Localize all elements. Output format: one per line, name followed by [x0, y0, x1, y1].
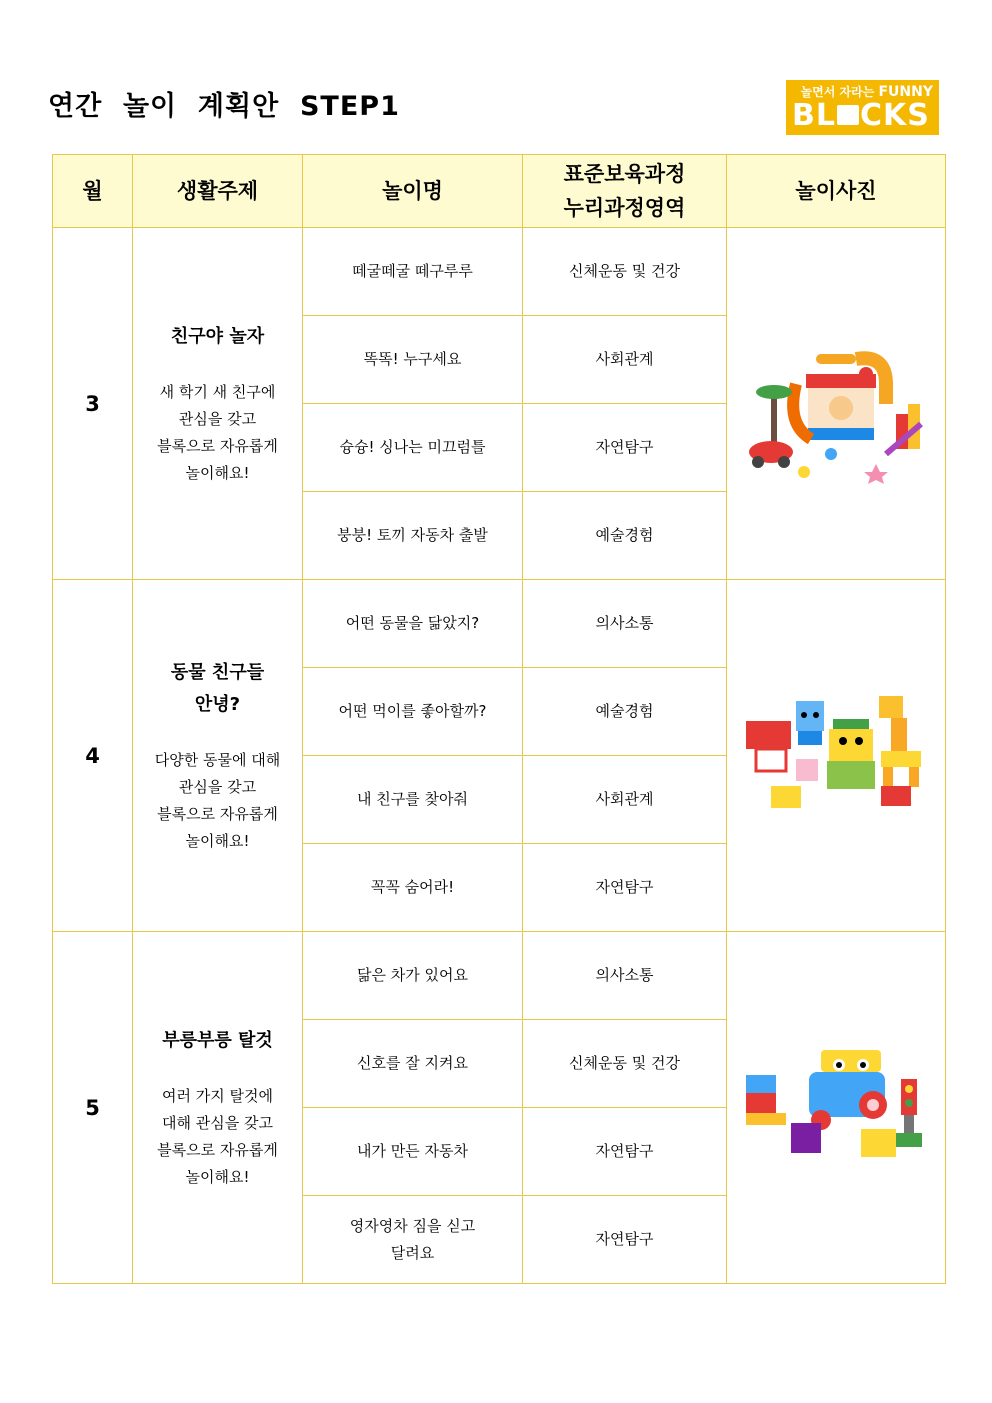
- header-photo: 놀이사진: [727, 155, 946, 228]
- vehicle-blocks-icon: [741, 1045, 931, 1170]
- header-theme: 생활주제: [133, 155, 303, 228]
- play-name: 어떤 먹이를 좋아할까?: [303, 668, 523, 756]
- table-row: [53, 580, 946, 668]
- table-header-row: [53, 155, 946, 228]
- curriculum-area: 신체운동 및 건강: [523, 228, 727, 316]
- header-curriculum-line2: 누리과정영역: [563, 196, 686, 220]
- header-curriculum-line1: 표준보육과정: [563, 162, 686, 186]
- month-cell: 5: [53, 932, 133, 1284]
- play-name: 내가 만든 자동차: [303, 1108, 523, 1196]
- theme-cell: [133, 932, 303, 1284]
- play-name: 신호를 잘 지켜요: [303, 1020, 523, 1108]
- theme-description: 새 학기 새 친구에 관심을 갖고 블록으로 자유롭게 놀이해요!: [157, 382, 278, 482]
- theme-title-line2: 안녕?: [194, 693, 241, 715]
- theme-title: 부릉부릉 탈것: [162, 1029, 273, 1051]
- play-photo-vehicles: [727, 932, 946, 1284]
- playground-blocks-icon: [736, 324, 936, 484]
- theme-title: 동물 친구들: [170, 661, 265, 683]
- funny-blocks-logo: [786, 80, 939, 135]
- curriculum-area: 자연탐구: [523, 1196, 727, 1284]
- play-name: 꼭꼭 숨어라!: [303, 844, 523, 932]
- play-photo-animals: [727, 580, 946, 932]
- curriculum-area: 자연탐구: [523, 844, 727, 932]
- brick-icon: [837, 105, 859, 125]
- header-month: 월: [53, 155, 133, 228]
- logo-tagline: 놀면서 자라는: [800, 85, 875, 99]
- table-row: [53, 932, 946, 1020]
- table-row: [53, 228, 946, 316]
- theme-description: 다양한 동물에 대해 관심을 갖고 블록으로 자유롭게 놀이해요!: [154, 750, 281, 850]
- page-title: 연간 놀이 계획안 STEP1: [48, 91, 400, 122]
- curriculum-area: 의사소통: [523, 580, 727, 668]
- theme-cell: [133, 580, 303, 932]
- curriculum-area: 예술경험: [523, 668, 727, 756]
- play-name: 닮은 차가 있어요: [303, 932, 523, 1020]
- play-photo-playground: [727, 228, 946, 580]
- play-plan-table: [52, 154, 946, 1284]
- curriculum-area: 자연탐구: [523, 404, 727, 492]
- curriculum-area: 신체운동 및 건강: [523, 1020, 727, 1108]
- animal-blocks-icon: [741, 691, 931, 821]
- header-curriculum: [523, 155, 727, 228]
- month-cell: 3: [53, 228, 133, 580]
- curriculum-area: 의사소통: [523, 932, 727, 1020]
- play-name: 어떤 동물을 닮았지?: [303, 580, 523, 668]
- logo-cks: CKS: [859, 98, 930, 133]
- theme-cell: [133, 228, 303, 580]
- curriculum-area: 예술경험: [523, 492, 727, 580]
- curriculum-area: 자연탐구: [523, 1108, 727, 1196]
- curriculum-area: 사회관계: [523, 756, 727, 844]
- curriculum-area: 사회관계: [523, 316, 727, 404]
- logo-bl: BL: [792, 98, 836, 133]
- logo-funny: FUNNY: [878, 84, 933, 100]
- play-name: [303, 1196, 523, 1284]
- play-name: 똑똑! 누구세요: [303, 316, 523, 404]
- theme-title: 친구야 놀자: [170, 325, 265, 347]
- play-name-line1: 영자영차 짐을 싣고: [349, 1216, 476, 1235]
- play-name-line2: 달려요: [390, 1243, 435, 1262]
- header-play: 놀이명: [303, 155, 523, 228]
- play-name: 내 친구를 찾아줘: [303, 756, 523, 844]
- month-cell: 4: [53, 580, 133, 932]
- play-name: 떼굴떼굴 떼구루루: [303, 228, 523, 316]
- play-name: 슝슝! 싱나는 미끄럼틀: [303, 404, 523, 492]
- theme-description: 여러 가지 탈것에 대해 관심을 갖고 블록으로 자유롭게 놀이해요!: [157, 1086, 278, 1186]
- play-name: 붕붕! 토끼 자동차 출발: [303, 492, 523, 580]
